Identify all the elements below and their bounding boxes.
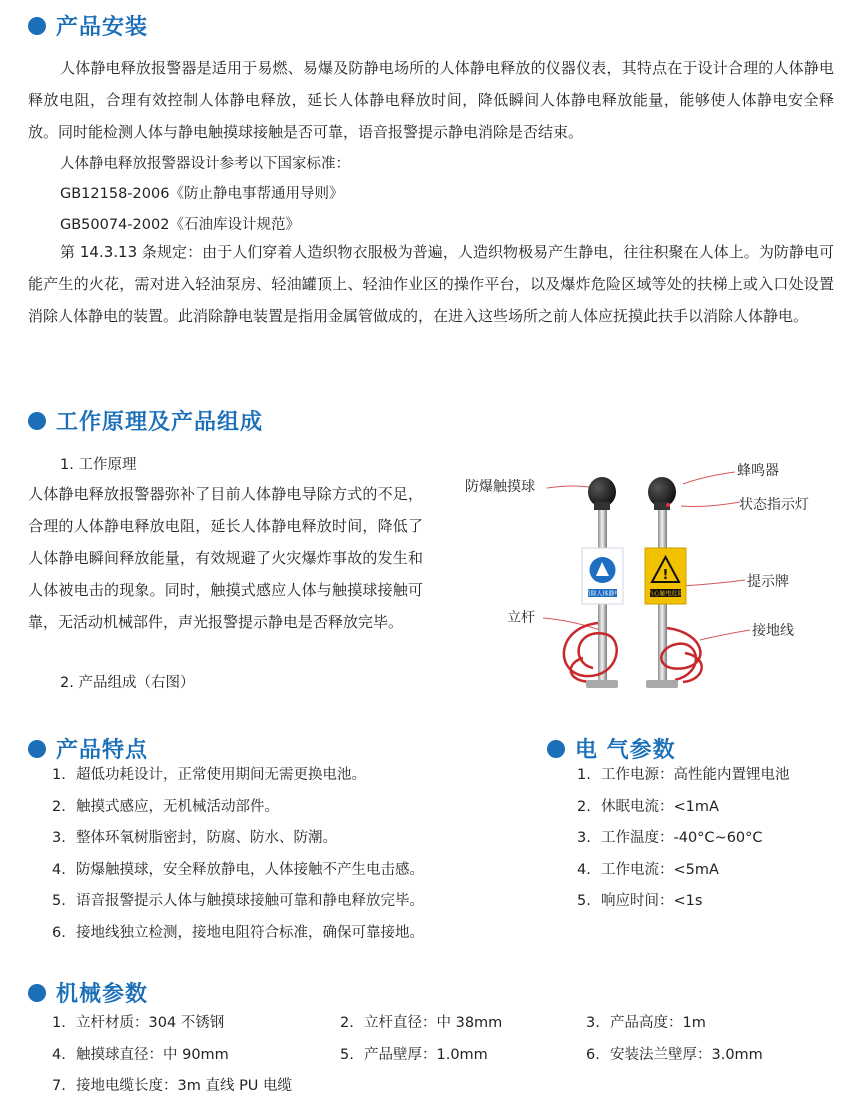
electrical-item [577, 792, 790, 824]
item-text: 安装法兰壁厚：3.0mm [610, 1047, 763, 1063]
item-number: 5. [340, 1047, 354, 1063]
item-text: 工作电流：<5mA [601, 861, 719, 878]
electrical-list [577, 760, 790, 918]
feature-item [52, 823, 424, 855]
item-text: 响应时间：<1s [601, 893, 703, 909]
feature-item [52, 855, 424, 887]
item-text: 工作温度：-40°C~60°C [601, 830, 763, 846]
item-text: 接地线独立检测，接地电阻符合标准，确保可靠接地。 [76, 924, 424, 941]
item-text: 超低功耗设计，正常使用期间无需更换电池。 [76, 767, 366, 783]
bullet-dot-icon [28, 412, 46, 430]
electrical-item [577, 760, 790, 792]
status-light-icon [666, 503, 670, 507]
ground-cable-right [661, 628, 700, 680]
item-text: 触摸球直径：中 90mm [76, 1047, 229, 1063]
item-number: 2. [577, 798, 591, 815]
item-number: 5. [52, 893, 66, 909]
label-touch-ball: 防爆触摸球 [465, 479, 535, 495]
label-buzzer: 蜂鸣器 [737, 463, 779, 479]
item-text: 防爆触摸球，安全释放静电，人体接触不产生电击感。 [76, 861, 424, 878]
mechanical-item [52, 1043, 229, 1064]
electrical-item [577, 855, 790, 887]
item-text: 立杆材质：304 不锈钢 [76, 1015, 225, 1031]
section-title-install [28, 10, 148, 41]
item-text: 产品壁厚：1.0mm [364, 1047, 488, 1063]
item-number: 6. [586, 1047, 600, 1063]
section-title-text: 产品特点 [56, 738, 149, 763]
item-text: 触摸式感应，无机械活动部件。 [76, 798, 279, 815]
item-number: 7. [52, 1078, 66, 1094]
item-text: 休眠电流：<1mA [601, 798, 719, 815]
electrical-item [577, 886, 790, 918]
svg-text:!: ! [662, 568, 669, 583]
item-text: 产品高度：1m [610, 1015, 706, 1031]
mechanical-item [52, 1074, 292, 1095]
label-pole: 立杆 [507, 610, 535, 626]
sign-caption-right: 当心触电危险 [647, 590, 684, 598]
item-number: 1. [52, 1015, 66, 1031]
mechanical-item [586, 1043, 763, 1064]
left-unit [564, 477, 623, 688]
section-title-principle [28, 405, 263, 436]
principle-text: 人体静电释放报警器弥补了目前人体静电导除方式的不足，合理的人体静电释放电阻，延长人体静电释放时间，降低了人体静电瞬间释放能量，有效规避了火灾爆炸事故的发生和人体被电击的现象。同时，触摸式感应人体与触摸球接触可靠，无活动机械部件，声光报警提示静电是否释放完毕。 [28, 485, 423, 631]
item-number: 3. [577, 830, 591, 846]
install-paragraph-3: 第 14.3.13 条规定：由于人们穿着人造织物衣服极为普遍，人造织物极易产生静电，往往积聚在人体上。为防静电可能产生的火花，需对进入轻油泵房、轻油罐顶上、轻油作业区的操作平台，以及爆炸危险区域等处的扶梯上或入口处设置消除人体静电的装置。此消除静电装置是指用金属管做成的，在进入这些场所之前人体应抚摸此扶手以消除人体静电。 [28, 243, 834, 325]
mechanical-item [340, 1043, 488, 1064]
item-number: 2. [52, 798, 66, 815]
item-text: 立杆直径：中 38mm [364, 1015, 503, 1031]
section-title-text: 产品安装 [56, 15, 149, 40]
feature-item [52, 918, 424, 950]
item-number: 4. [52, 1047, 66, 1063]
bullet-dot-icon [28, 17, 46, 35]
mechanical-item [340, 1011, 502, 1032]
label-sign: 提示牌 [747, 574, 789, 590]
item-number: 2. [340, 1015, 354, 1031]
item-number: 3. [52, 830, 66, 846]
principle-subtitle-1: 1. 工作原理 [60, 457, 137, 473]
bullet-dot-icon [28, 984, 46, 1002]
install-paragraph-2: 人体静电释放报警器设计参考以下国家标准： [60, 156, 350, 172]
label-ground: 接地线 [752, 623, 794, 639]
section-title-text: 电 气参数 [575, 738, 676, 763]
item-text: 接地电缆长度：3m 直线 PU 电缆 [76, 1078, 293, 1094]
item-number: 4. [577, 861, 591, 878]
item-text: 工作电源：高性能内置锂电池 [601, 767, 790, 783]
item-number: 5. [577, 893, 591, 909]
product-figure [455, 458, 845, 706]
bullet-dot-icon [28, 740, 46, 758]
item-number: 4. [52, 861, 66, 878]
feature-item [52, 760, 424, 792]
standard-1: GB12158-2006《防止静电事帮通用导则》 [60, 186, 344, 202]
section-title-mechanical [28, 977, 148, 1008]
item-number: 1. [52, 767, 66, 783]
bullet-dot-icon [547, 740, 565, 758]
feature-item [52, 886, 424, 918]
mechanical-item [586, 1011, 706, 1032]
item-text: 语音报警提示人体与触摸球接触可靠和静电释放完毕。 [76, 893, 424, 909]
mechanical-item [52, 1011, 224, 1032]
sign-caption-left: 消除人体静电 [584, 590, 621, 598]
standard-2: GB50074-2002《石油库设计规范》 [60, 217, 300, 233]
section-title-text: 工作原理及产品组成 [56, 410, 264, 435]
item-number: 3. [586, 1015, 600, 1031]
label-indicator: 状态指示灯 [739, 497, 809, 513]
item-number: 1. [577, 767, 591, 783]
right-unit [645, 477, 702, 688]
feature-item [52, 792, 424, 824]
install-paragraph-1: 人体静电释放报警器是适用于易燃、易爆及防静电场所的人体静电释放的仪器仪表，其特点在于设计合理的人体静电释放电阻，合理有效控制人体静电释放，延长人体静电释放时间，降低瞬间人体静电释放能量，能够使人体静电安全释放。同时能检测人体与静电触摸球接触是否可靠，语音报警提示静电消除是否结束。 [28, 59, 834, 141]
principle-subtitle-2: 2. 产品组成（右图） [60, 675, 195, 691]
electrical-item [577, 823, 790, 855]
item-number: 6. [52, 924, 66, 941]
item-text: 整体环氧树脂密封，防腐、防水、防潮。 [76, 830, 337, 846]
features-list [52, 760, 424, 949]
section-title-text: 机械参数 [56, 982, 149, 1007]
